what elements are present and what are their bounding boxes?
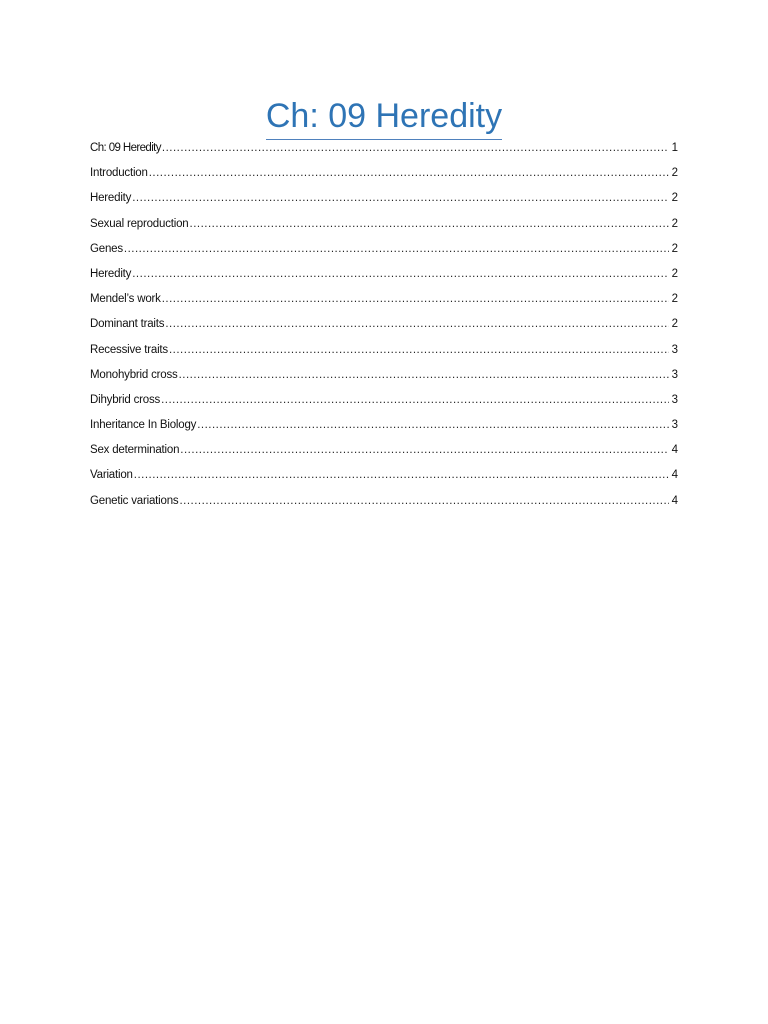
- toc-entry-page: 2: [671, 217, 678, 230]
- toc-entry[interactable]: [90, 316, 678, 341]
- toc-dot-leader: [169, 342, 669, 359]
- toc-dot-leader: [162, 140, 669, 157]
- toc-entry[interactable]: [90, 190, 678, 215]
- toc-dot-leader: [132, 190, 669, 207]
- toc-dot-leader: [161, 392, 669, 409]
- toc-entry-page: 4: [671, 469, 678, 482]
- toc-entry[interactable]: [90, 367, 678, 392]
- toc-entry-label: Sex determination: [90, 444, 180, 457]
- toc-entry-label: Heredity: [90, 267, 132, 280]
- table-of-contents: [90, 140, 678, 518]
- toc-entry-label: Variation: [90, 469, 133, 482]
- page-title: Ch: 09 Heredity: [266, 96, 502, 140]
- title-container: [0, 96, 768, 140]
- toc-entry-page: 2: [671, 167, 678, 180]
- toc-entry-page: 4: [671, 444, 678, 457]
- toc-entry-label: Introduction: [90, 167, 148, 180]
- toc-entry-label: Dominant traits: [90, 318, 165, 331]
- toc-entry-label: Inheritance In Biology: [90, 419, 197, 432]
- toc-entry-page: 3: [671, 343, 678, 356]
- toc-entry[interactable]: [90, 467, 678, 492]
- toc-entry-page: 2: [671, 267, 678, 280]
- toc-entry-label: Genetic variations: [90, 494, 179, 507]
- toc-entry-page: 3: [671, 393, 678, 406]
- toc-entry-page: 2: [671, 293, 678, 306]
- toc-dot-leader: [165, 316, 669, 333]
- toc-entry[interactable]: [90, 442, 678, 467]
- toc-entry-label: Ch: 09 Heredity: [90, 142, 161, 154]
- toc-entry[interactable]: [90, 216, 678, 241]
- toc-entry-page: 3: [671, 419, 678, 432]
- toc-entry[interactable]: [90, 291, 678, 316]
- toc-dot-leader: [132, 266, 669, 283]
- toc-entry-label: Mendel’s work: [90, 293, 161, 306]
- toc-entry-label: Monohybrid cross: [90, 368, 178, 381]
- toc-entry[interactable]: [90, 417, 678, 442]
- toc-dot-leader: [134, 467, 669, 484]
- toc-entry-label: Heredity: [90, 192, 132, 205]
- toc-entry-page: 1: [671, 142, 678, 154]
- toc-entry[interactable]: [90, 140, 678, 165]
- toc-entry-label: Sexual reproduction: [90, 217, 189, 230]
- toc-dot-leader: [179, 493, 669, 510]
- toc-dot-leader: [179, 367, 669, 384]
- toc-entry-label: Genes: [90, 242, 123, 255]
- toc-entry-page: 2: [671, 318, 678, 331]
- toc-dot-leader: [162, 291, 669, 308]
- toc-entry-page: 4: [671, 494, 678, 507]
- toc-entry[interactable]: [90, 342, 678, 367]
- toc-entry[interactable]: [90, 241, 678, 266]
- toc-dot-leader: [190, 216, 670, 233]
- toc-entry[interactable]: [90, 493, 678, 518]
- toc-entry[interactable]: [90, 165, 678, 190]
- toc-dot-leader: [149, 165, 669, 182]
- toc-entry[interactable]: [90, 392, 678, 417]
- toc-entry-page: 3: [671, 368, 678, 381]
- toc-dot-leader: [197, 417, 669, 434]
- toc-entry-label: Dihybrid cross: [90, 393, 161, 406]
- toc-entry-page: 2: [671, 242, 678, 255]
- toc-dot-leader: [180, 442, 669, 459]
- toc-dot-leader: [124, 241, 669, 258]
- toc-entry-page: 2: [671, 192, 678, 205]
- toc-entry[interactable]: [90, 266, 678, 291]
- toc-entry-label: Recessive traits: [90, 343, 168, 356]
